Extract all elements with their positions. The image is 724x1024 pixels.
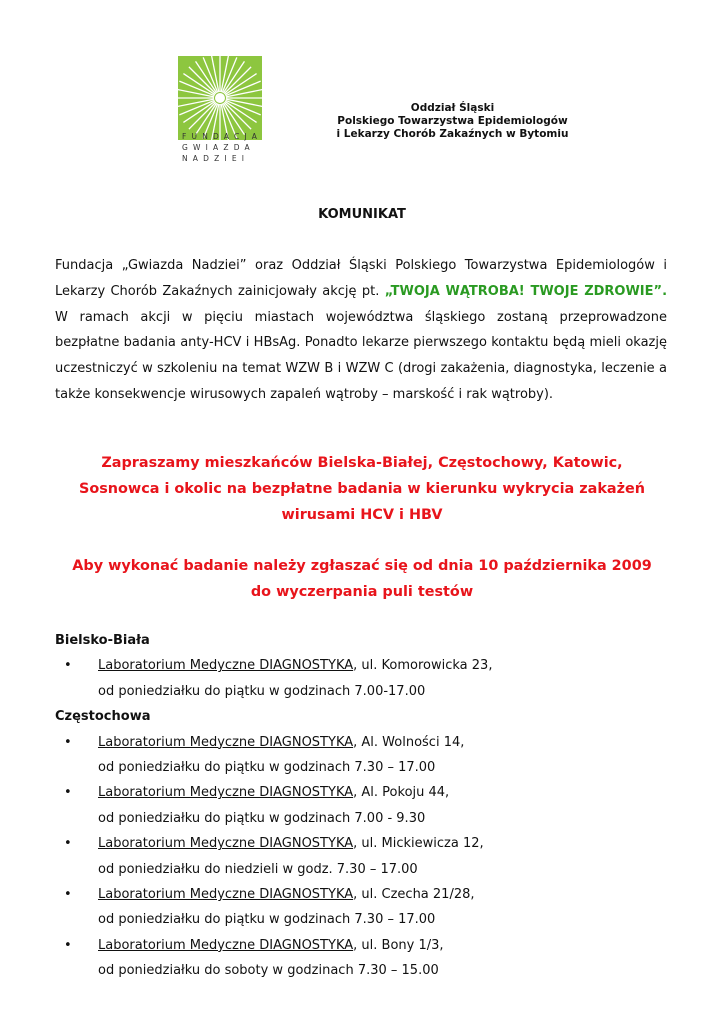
org-line: i Lekarzy Chorób Zakaźnych w Bytomiu <box>336 128 569 140</box>
lab-address: , ul. Komorowicka 23, <box>353 658 493 674</box>
city-heading: Częstochowa <box>55 709 151 725</box>
bullet-icon: • <box>64 937 72 953</box>
org-line: Polskiego Towarzystwa Epidemiologów <box>337 115 568 127</box>
logo-text-line: GWIAZDA <box>182 143 255 152</box>
lab-address: , ul. Czecha 21/28, <box>353 887 475 903</box>
invitation-text: Zapraszamy mieszkańców Bielska-Białej, Częstochowy, Katowic, Sosnowca i okolic na bezpłatne badania w kierunku wykrycia zakażeń wirusami HCV i HBV <box>78 455 645 523</box>
locations-list <box>55 628 675 984</box>
list-item <box>55 780 675 831</box>
list-item <box>55 730 675 781</box>
lab-link[interactable]: Laboratorium Medyczne DIAGNOSTYKA <box>98 658 354 674</box>
logo-text <box>182 131 262 164</box>
intro-paragraph <box>55 253 667 408</box>
organization-header <box>325 102 580 141</box>
document-title: KOMUNIKAT <box>318 207 406 222</box>
lab-link[interactable]: Laboratorium Medyczne DIAGNOSTYKA <box>98 836 354 852</box>
bullet-icon: • <box>64 887 72 903</box>
lab-hours: od poniedziałku do piątku w godzinach 7.00-17.00 <box>98 683 426 699</box>
lab-hours: od poniedziałku do piątku w godzinach 7.30 – 17.00 <box>98 760 436 776</box>
lab-hours: od poniedziałku do niedzieli w godz. 7.30 – 17.00 <box>98 861 418 877</box>
intro-text: Fundacja „Gwiazda Nadziei” oraz Oddział Śląski Polskiego Towarzystwa Epidemiologów i Lekarzy Chorób Zakaźnych zainicjowały akcję pt. <box>55 258 667 299</box>
logo-text-line: FUNDACJA <box>182 132 263 141</box>
lab-link[interactable]: Laboratorium Medyczne DIAGNOSTYKA <box>98 785 354 801</box>
bullet-icon: • <box>64 836 72 852</box>
lab-address: , ul. Bony 1/3, <box>353 937 444 953</box>
deadline-line: do wyczerpania puli testów <box>250 584 474 600</box>
lab-address: , Al. Pokoju 44, <box>353 785 450 801</box>
city-heading: Bielsko-Biała <box>55 633 150 648</box>
list-item <box>55 882 675 933</box>
lab-address: , Al. Wolności 14, <box>353 734 465 750</box>
bullet-icon: • <box>64 785 72 801</box>
starburst-icon <box>178 56 262 140</box>
deadline-notice <box>40 553 684 605</box>
lab-hours: od poniedziałku do piątku w godzinach 7.30 – 17.00 <box>98 912 436 928</box>
logo-text-line: NADZIEI <box>182 154 250 163</box>
campaign-name: „TWOJA WĄTROBA! TWOJE ZDROWIE”. <box>384 283 668 299</box>
bullet-icon: • <box>64 734 72 750</box>
list-item <box>55 653 675 704</box>
deadline-line: Aby wykonać badanie należy zgłaszać się od dnia 10 października 2009 <box>72 558 652 574</box>
lab-link[interactable]: Laboratorium Medyczne DIAGNOSTYKA <box>98 887 354 903</box>
lab-hours: od poniedziałku do piątku w godzinach 7.00 - 9.30 <box>98 810 426 826</box>
lab-link[interactable]: Laboratorium Medyczne DIAGNOSTYKA <box>98 734 354 750</box>
foundation-logo <box>178 56 262 140</box>
list-item <box>55 831 675 882</box>
lab-link[interactable]: Laboratorium Medyczne DIAGNOSTYKA <box>98 937 354 953</box>
lab-hours: od poniedziałku do soboty w godzinach 7.30 – 15.00 <box>98 963 439 979</box>
lab-address: , ul. Mickiewicza 12, <box>353 836 484 852</box>
list-item <box>55 933 675 984</box>
org-line: Oddział Śląski <box>410 102 495 114</box>
intro-text: W ramach akcji w pięciu miastach województwa śląskiego zostaną przeprowadzone bezpłatne badania anty-HCV i HBsAg. Ponadto lekarze pierwszego kontaktu będą mieli okazję uczestniczyć w szkoleniu na temat WZW B i WZW C (drogi zakażenia, diagnostyka, leczenie a także konsekwencje wirusowych zapaleń wątroby – marskość i rak wątroby). <box>55 309 667 402</box>
bullet-icon: • <box>64 658 72 674</box>
